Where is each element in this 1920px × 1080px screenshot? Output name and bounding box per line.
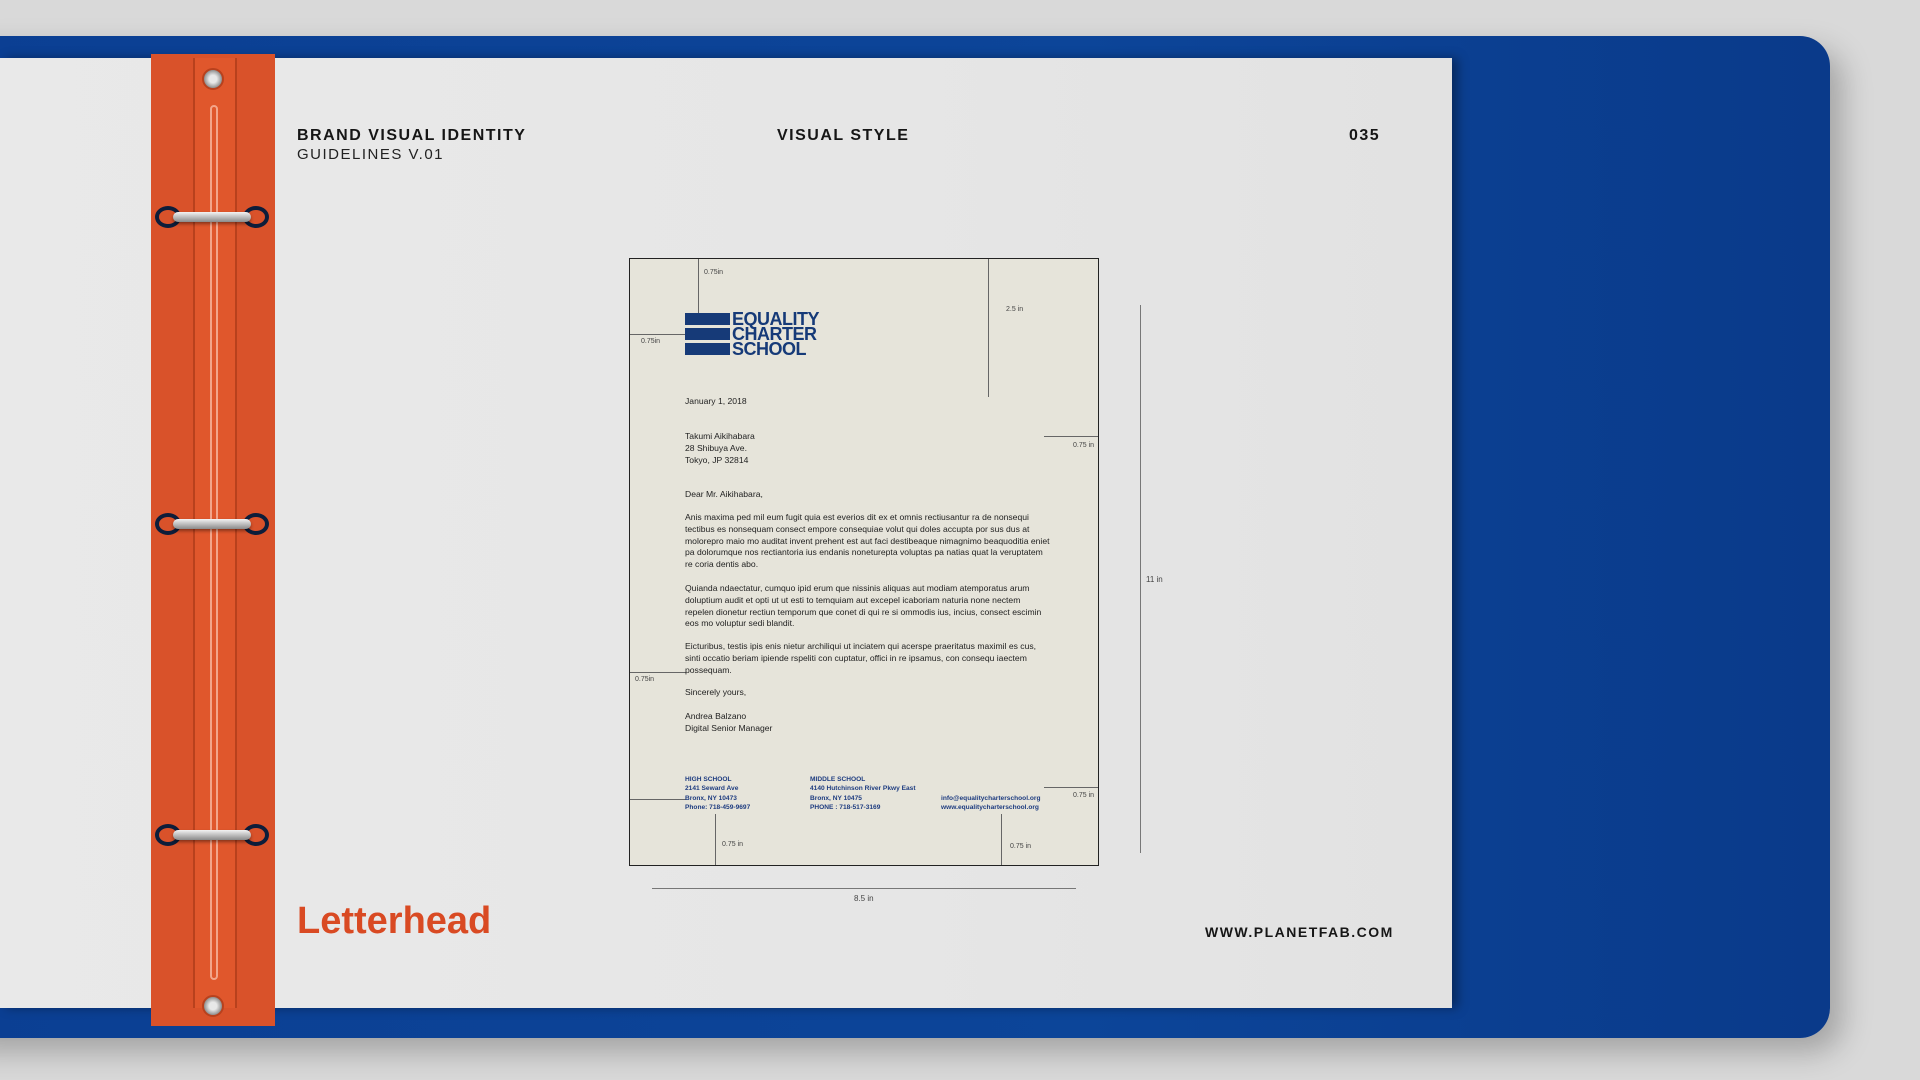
section-label: VISUAL STYLE xyxy=(777,127,910,144)
middle-school-info: MIDDLE SCHOOL 4140 Hutchinson River Pkwy East Bronx, NY 10475 PHONE : 718-517-3169 xyxy=(810,776,916,812)
height-label: 11 in xyxy=(1146,575,1163,584)
binder-ring xyxy=(155,206,269,228)
binder-ring xyxy=(155,824,269,846)
brand-subtitle: GUIDELINES V.01 xyxy=(297,146,445,163)
width-ruler xyxy=(652,888,1076,889)
binder-ring xyxy=(155,513,269,535)
rivet-icon xyxy=(202,68,224,90)
rivet-icon xyxy=(202,995,224,1017)
letter-date: January 1, 2018 xyxy=(685,396,747,406)
height-ruler xyxy=(1140,305,1141,853)
paragraph-2: Quianda ndaectatur, cumquo ipid erum que nissinis aliquas aut modiam atemporatus arum doluptium audit et opti ut ut esti to temquiam aut excepel icaboriam naturia none nectem repelen dionetur rectiun temporum que conet di qui re si ommodis ius, incius, consect escimin eos mo voluptur sedi blandit. xyxy=(685,583,1042,629)
dim-left-margin: 0.75in xyxy=(641,338,661,345)
school-logo: EQUALITY CHARTER SCHOOL xyxy=(685,313,845,358)
contact-info: info@equalitycharterschool.org www.equalitycharterschool.org xyxy=(941,795,1041,812)
letterhead-sheet xyxy=(629,258,1099,866)
spine-slot xyxy=(210,105,218,980)
recipient-name: Takumi Aikihabara xyxy=(685,431,755,441)
dim-right-margin: 0.75 in xyxy=(1073,442,1095,449)
recipient-address: 28 Shibuya Ave. xyxy=(685,443,747,453)
dim-left-bottom: 0.75in xyxy=(635,676,655,683)
page-number: 035 xyxy=(1349,127,1381,144)
paragraph-1: Anis maxima ped mil eum fugit quia est everios dit ex et omnis rectiusantur ra de nonsequi tectibus es nonsequam consect empore consequiae volut qui doles accupta por sus dus at molorepro maio mo auditat invent prehent est aut faci destibeaque nimagnimo beaquoditia eniet pa dolorumque nos rectiantoria ius endanis noneturepta voluptas pa natias quat la veruptatem re coria dentis abo. xyxy=(685,512,1050,570)
recipient-city: Tokyo, JP 32814 xyxy=(685,455,749,465)
dim-logo-area: 2.5 in xyxy=(1006,306,1024,313)
dim-bottom-right: 0.75 in xyxy=(1010,843,1032,850)
dim-top-margin: 0.75in xyxy=(704,269,724,276)
width-label: 8.5 in xyxy=(854,894,874,903)
salutation: Dear Mr. Aikihabara, xyxy=(685,489,763,499)
high-school-info: HIGH SCHOOL 2141 Seward Ave Bronx, NY 10473 Phone: 718-459-9697 xyxy=(685,776,751,812)
dim-footer-right: 0.75 in xyxy=(1073,792,1095,799)
website-url: WWW.PLANETFAB.COM xyxy=(1205,924,1394,940)
section-title: Letterhead xyxy=(297,900,492,942)
paragraph-3: Eicturibus, testis ipis enis nietur archiliqui ut inciatem qui acerspe praeritatus maximil es cus, sinti occatio beriam ipiende rspeliti con cuptatur, offici in re ipsamus, con consequ iaectem possequam. xyxy=(685,641,1037,675)
brand-title: BRAND VISUAL IDENTITY xyxy=(297,127,527,144)
signature-name: Andrea Balzano xyxy=(685,711,747,721)
closing: Sincerely yours, xyxy=(685,687,747,697)
signature-title: Digital Senior Manager xyxy=(685,723,773,733)
dim-bottom-left: 0.75 in xyxy=(722,841,744,848)
